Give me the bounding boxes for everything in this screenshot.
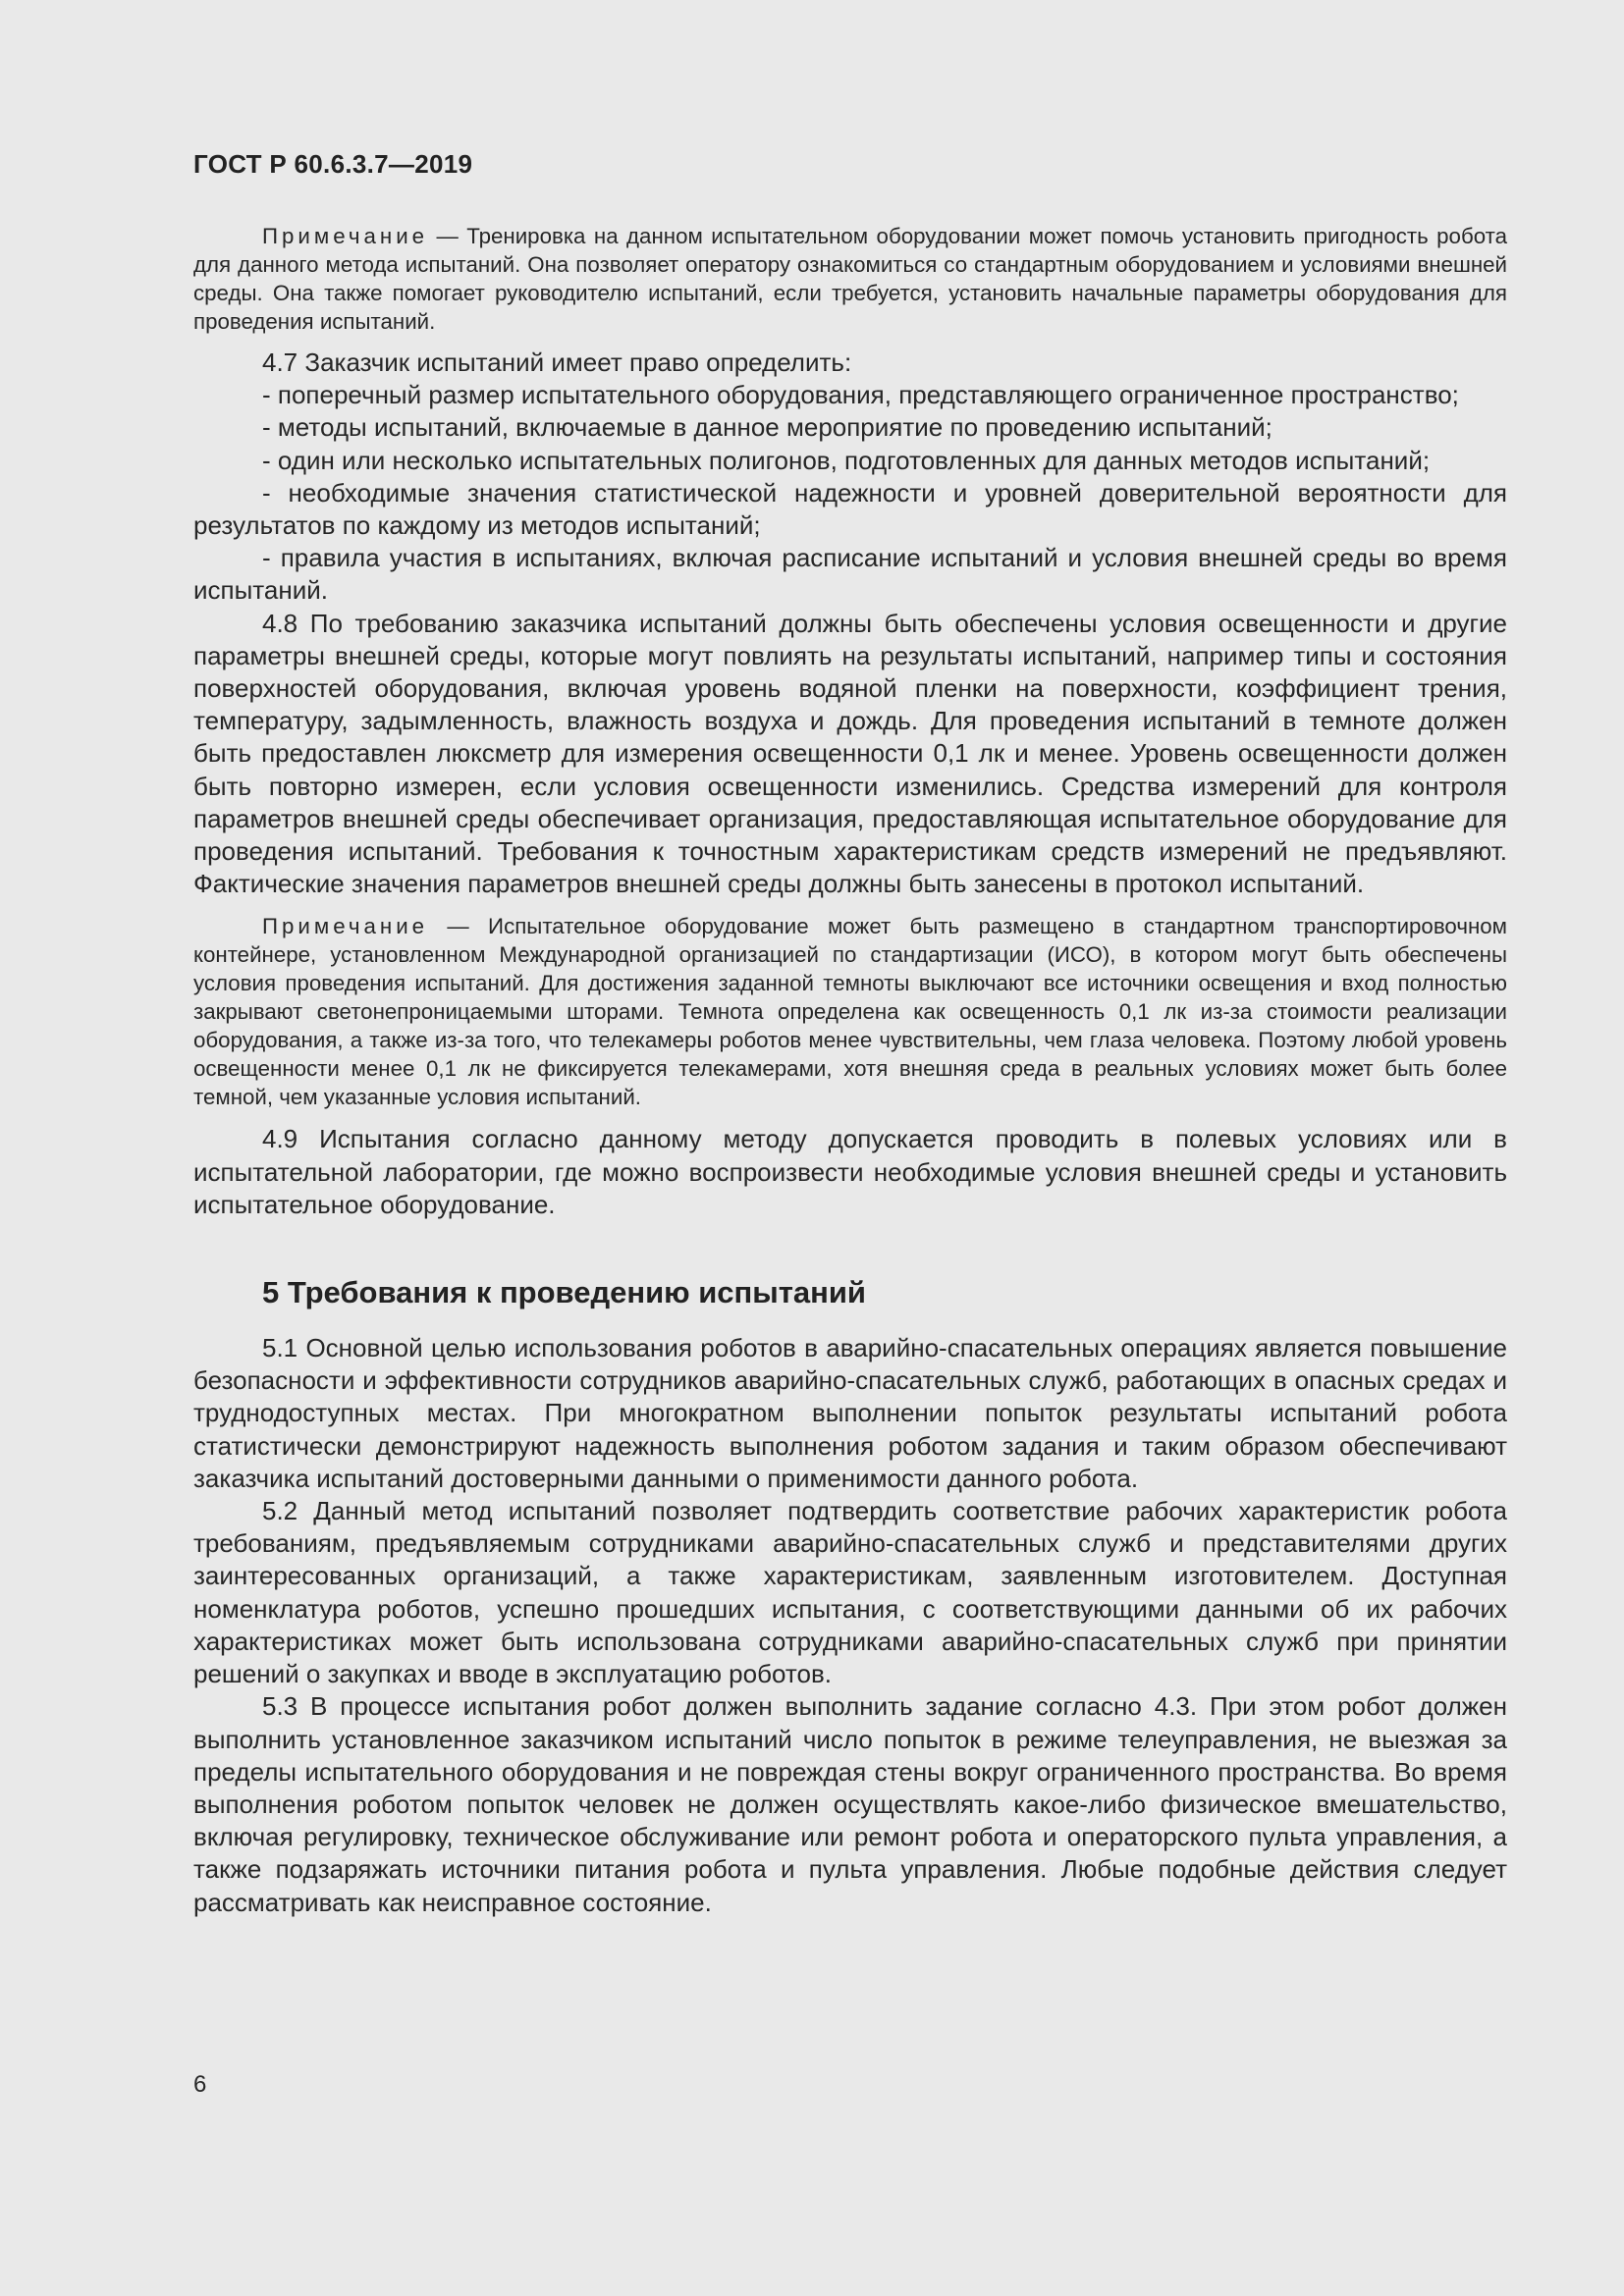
paragraph-5-3: 5.3 В процессе испытания робот должен выполнить задание согласно 4.3. При этом робот должен выполнить установленное заказчиком испытаний число попыток в режиме телеуправления, не выезжая за пределы испытательного оборудования и не повреждая стены вокруг ограниченного пространства. Во время выполнения роботом попыток человек не должен осуществлять какое-либо физическое вмешательство, включая регулировку, техническое обслуживание или ремонт робота и операторского пульта управления, а также подзаряжать источники питания робота и пульта управления. Любые подобные действия следует рассматривать как неисправное состояние. xyxy=(193,1691,1507,1917)
note-2 xyxy=(193,912,1507,1111)
paragraph-5-1: 5.1 Основной целью использования роботов в аварийно-спасательных операциях является повышение безопасности и эффективности сотрудников аварийно-спасательных служб, работающих в опасных средах и труднодоступных местах. При многократном выполнении попыток результаты испытаний робота статистически демонстрируют надежность выполнения роботом задания и таким образом обеспечивают заказчика испытаний достоверными данными о применимости данного робота. xyxy=(193,1333,1507,1493)
paragraph-4-8: 4.8 По требованию заказчика испытаний должны быть обеспечены условия освещенности и другие параметры внешней среды, которые могут повлиять на результаты испытаний, например типы и состояния поверхностей оборудования, включая уровень водяной пленки на поверхности, коэффициент трения, температуру, задымленность, влажность воздуха и дождь. Для проведения испытаний в темноте должен быть предоставлен люксметр для измерения освещенности 0,1 лк и менее. Уровень освещенности должен быть повторно измерен, если условия освещенности изменились. Средства измерений для контроля параметров внешней среды обеспечивает организация, предоставляющая испытательное оборудование для проведения испытаний. Требования к точностным характеристикам средств измерений не предъявляют. Фактические значения параметров внешней среды должны быть занесены в протокол испытаний. xyxy=(193,608,1507,899)
paragraph-4-9: 4.9 Испытания согласно данному методу допускается проводить в полевых условиях или в испытательной лаборатории, где можно воспроизвести необходимые условия внешней среды и установить испытательное оборудование. xyxy=(193,1124,1507,1219)
paragraph-4-7-item-5: - правила участия в испытаниях, включая расписание испытаний и условия внешней среды во время испытаний. xyxy=(193,543,1507,606)
paragraph-4-7-intro: 4.7 Заказчик испытаний имеет право определить: xyxy=(262,347,852,377)
paragraph-4-7-item-4: - необходимые значения статистической надежности и уровней доверительной вероятности для результатов по каждому из методов испытаний; xyxy=(193,477,1507,541)
document-header: ГОСТ Р 60.6.3.7—2019 xyxy=(193,149,473,179)
note-2-text: — Испытательное оборудование может быть размещено в стандартном транспортировочном контейнере, установленном Международной организацией по стандартизации (ИСО), в котором могут быть обеспечены условия проведения испытаний. Для достижения заданной темноты выключают все источники освещения и вход полностью закрывают светонепроницаемыми шторами. Темнота определена как освещенность 0,1 лк из-за стоимости реализации оборудования, а также из-за того, что телекамеры роботов менее чувствительны, чем глаза человека. Поэтому любой уровень освещенности менее 0,1 лк не фиксируется телекамерами, хотя внешняя среда в реальных условиях может быть более темной, чем указанные условия испытаний. xyxy=(193,914,1507,1110)
note-1 xyxy=(193,222,1507,336)
paragraph-4-7-item-1: - поперечный размер испытательного оборудования, представляющего ограниченное пространство; xyxy=(262,380,1459,410)
paragraph-4-7-item-3: - один или несколько испытательных полигонов, подготовленных для данных методов испытаний; xyxy=(262,445,1431,475)
section-5-title: 5 Требования к проведению испытаний xyxy=(262,1275,866,1310)
document-content xyxy=(193,222,1507,1919)
note-1-label: Примечание xyxy=(262,224,429,248)
note-1-text: — Тренировка на данном испытательном оборудовании может помочь установить пригодность робота для данного метода испытаний. Она позволяет оператору ознакомиться со стандартным оборудованием и условиями внешней среды. Она также помогает руководителю испытаний, если требуется, установить начальные параметры оборудования для проведения испытаний. xyxy=(193,224,1507,334)
note-2-label: Примечание xyxy=(262,914,429,939)
paragraph-5-2: 5.2 Данный метод испытаний позволяет подтвердить соответствие рабочих характеристик робота требованиям, предъявляемым сотрудниками аварийно-спасательных служб и представителями других заинтересованных организаций, а также характеристикам, заявленным изготовителем. Доступная номенклатура роботов, успешно прошедших испытания, с соответствующими данными об их рабочих характеристиках может быть использована сотрудниками аварийно-спасательных служб при принятии решений о закупках и вводе в эксплуатацию роботов. xyxy=(193,1496,1507,1689)
paragraph-4-7-item-2: - методы испытаний, включаемые в данное мероприятие по проведению испытаний; xyxy=(262,412,1272,443)
page-number: 6 xyxy=(193,2071,207,2098)
